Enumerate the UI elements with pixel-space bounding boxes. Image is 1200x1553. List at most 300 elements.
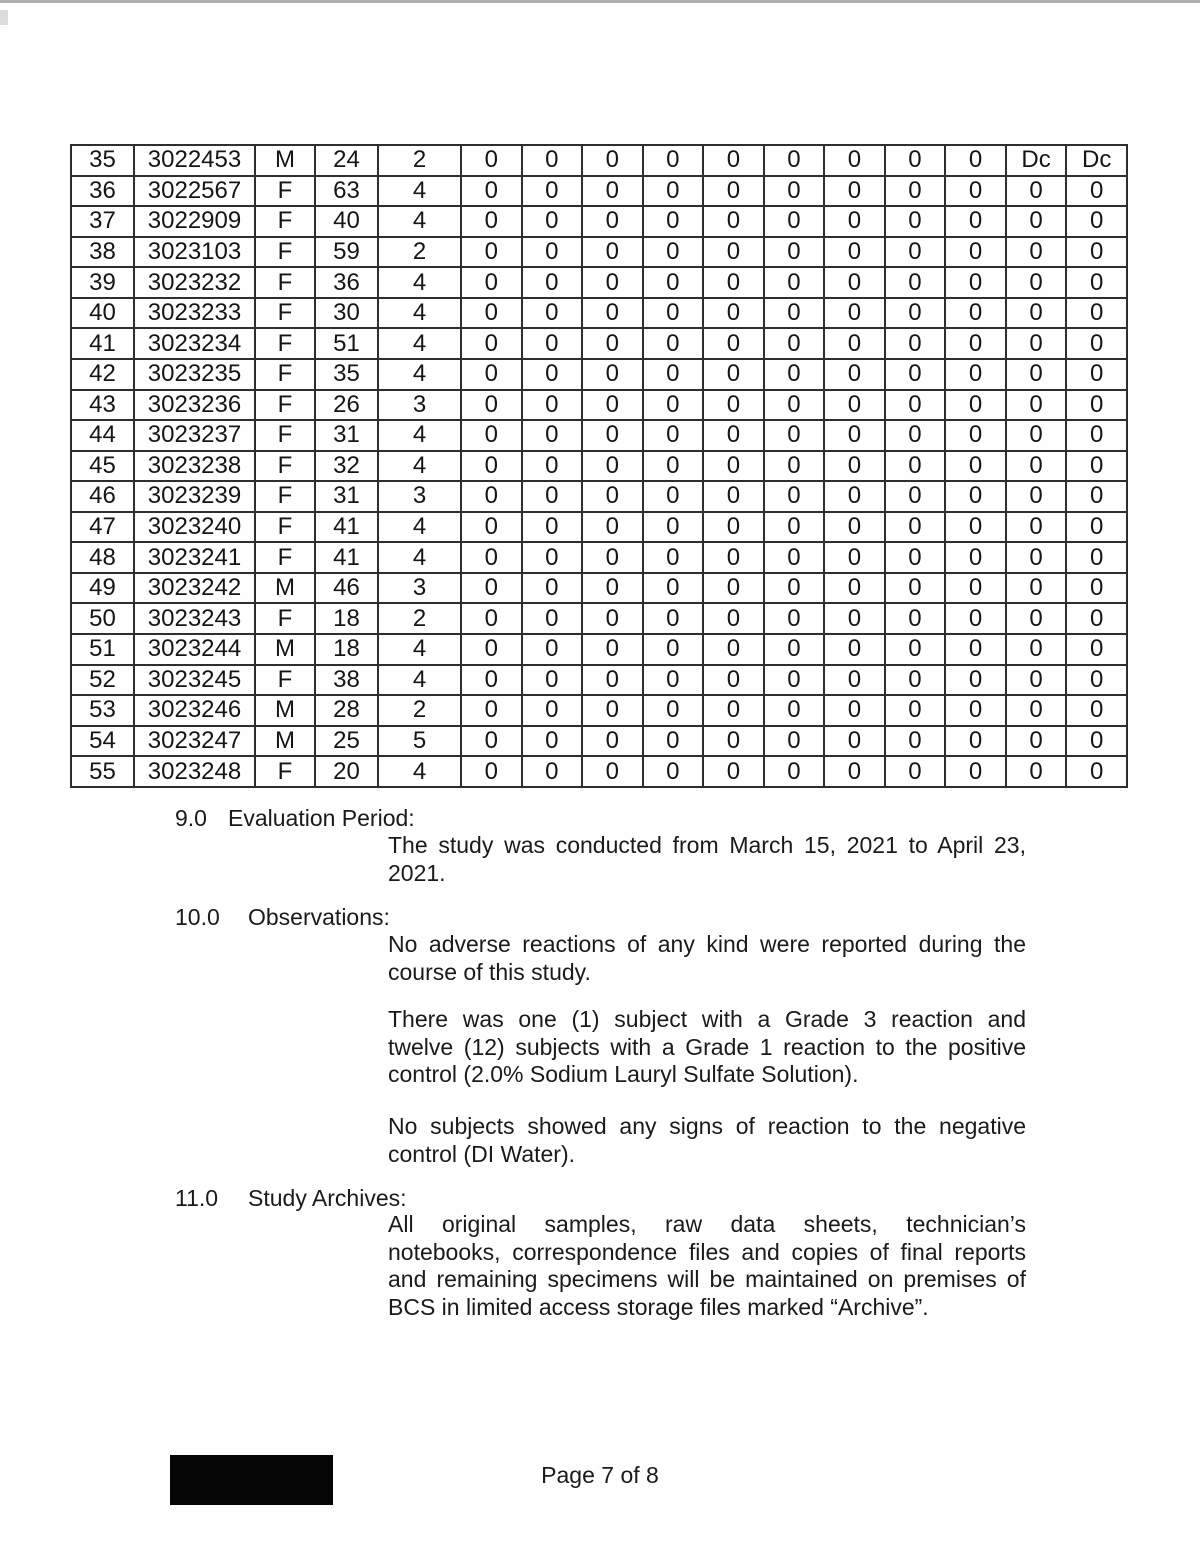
table-cell: 47 bbox=[71, 512, 134, 543]
table-cell: 30 bbox=[315, 298, 378, 329]
table-cell: 3023245 bbox=[134, 665, 255, 696]
table-cell: 0 bbox=[522, 665, 583, 696]
table-cell: 40 bbox=[315, 206, 378, 237]
table-cell: 0 bbox=[1066, 267, 1127, 298]
table-cell: 3023239 bbox=[134, 481, 255, 512]
table-cell: 0 bbox=[1066, 206, 1127, 237]
scan-artifact-top-edge bbox=[0, 0, 1200, 3]
table-cell: 2 bbox=[378, 145, 461, 176]
table-cell: 0 bbox=[945, 237, 1006, 268]
table-cell: 0 bbox=[1066, 451, 1127, 482]
table-cell: 31 bbox=[315, 420, 378, 451]
table-cell: 0 bbox=[885, 695, 946, 726]
table-cell: 0 bbox=[1006, 542, 1067, 573]
table-cell: 0 bbox=[703, 267, 764, 298]
table-cell: 0 bbox=[945, 451, 1006, 482]
table-cell: 3023238 bbox=[134, 451, 255, 482]
table-cell: 0 bbox=[764, 573, 825, 604]
table-cell: 0 bbox=[522, 298, 583, 329]
paragraph-line: control (2.0% Sodium Lauryl Sulfate Solution). bbox=[388, 1061, 859, 1087]
table-cell: 0 bbox=[764, 328, 825, 359]
paragraph-line: course of this study. bbox=[388, 958, 591, 985]
table-cell: 0 bbox=[1006, 420, 1067, 451]
table-cell: 42 bbox=[71, 359, 134, 390]
table-cell: 0 bbox=[1066, 390, 1127, 421]
section-heading bbox=[175, 1185, 407, 1212]
table-cell: 0 bbox=[1006, 390, 1067, 421]
table-cell: 26 bbox=[315, 390, 378, 421]
table-cell: 0 bbox=[764, 726, 825, 757]
table-cell: 0 bbox=[945, 726, 1006, 757]
table-cell: 3023247 bbox=[134, 726, 255, 757]
paragraph-line: There was one (1) subject with a Grade 3 reaction and bbox=[388, 1006, 1026, 1032]
paragraph-line: No adverse reactions of any kind were reported during the bbox=[388, 931, 1026, 957]
table-cell: 0 bbox=[1006, 451, 1067, 482]
table-cell: 0 bbox=[582, 481, 643, 512]
table-cell: 0 bbox=[764, 298, 825, 329]
table-row bbox=[71, 176, 1127, 207]
table-cell: Dc bbox=[1066, 145, 1127, 176]
table-cell: 0 bbox=[522, 359, 583, 390]
table-cell: 38 bbox=[315, 665, 378, 696]
section-title: Evaluation Period: bbox=[228, 805, 415, 831]
table-cell: 0 bbox=[945, 573, 1006, 604]
table-cell: 3 bbox=[378, 481, 461, 512]
table-cell: 0 bbox=[582, 634, 643, 665]
table-cell: 0 bbox=[522, 481, 583, 512]
table-cell: 0 bbox=[1066, 420, 1127, 451]
table-cell: 46 bbox=[315, 573, 378, 604]
table-cell: 0 bbox=[582, 695, 643, 726]
table-cell: F bbox=[255, 756, 315, 787]
table-cell: 3022453 bbox=[134, 145, 255, 176]
table-cell: 18 bbox=[315, 603, 378, 634]
table-cell: F bbox=[255, 176, 315, 207]
subject-results-table bbox=[70, 144, 1128, 788]
table-cell: 0 bbox=[945, 695, 1006, 726]
table-cell: 4 bbox=[378, 756, 461, 787]
table-cell: F bbox=[255, 481, 315, 512]
table-cell: 51 bbox=[315, 328, 378, 359]
table-cell: 3023240 bbox=[134, 512, 255, 543]
table-cell: M bbox=[255, 573, 315, 604]
table-cell: M bbox=[255, 634, 315, 665]
table-cell: 0 bbox=[885, 512, 946, 543]
table-cell: 0 bbox=[1066, 634, 1127, 665]
table-cell: 0 bbox=[522, 237, 583, 268]
table-cell: 0 bbox=[824, 390, 885, 421]
table-cell: 0 bbox=[461, 298, 522, 329]
table-cell: 0 bbox=[945, 542, 1006, 573]
table-cell: 0 bbox=[1006, 298, 1067, 329]
table-cell: 0 bbox=[945, 206, 1006, 237]
paragraph bbox=[388, 1006, 1026, 1089]
table-cell: 4 bbox=[378, 176, 461, 207]
table-cell: F bbox=[255, 512, 315, 543]
table-cell: 0 bbox=[764, 634, 825, 665]
table-cell: 0 bbox=[945, 328, 1006, 359]
table-cell: 0 bbox=[461, 634, 522, 665]
table-row bbox=[71, 512, 1127, 543]
table-cell: 0 bbox=[643, 359, 704, 390]
table-cell: 0 bbox=[582, 665, 643, 696]
table-cell: 35 bbox=[71, 145, 134, 176]
paragraph-line: BCS in limited access storage files marked “Archive”. bbox=[388, 1293, 929, 1320]
table-cell: 0 bbox=[764, 206, 825, 237]
table-cell: 0 bbox=[764, 420, 825, 451]
table-cell: F bbox=[255, 451, 315, 482]
section-heading bbox=[175, 805, 415, 832]
table-cell: 0 bbox=[885, 298, 946, 329]
table-row bbox=[71, 481, 1127, 512]
table-row bbox=[71, 267, 1127, 298]
table-cell: 0 bbox=[703, 420, 764, 451]
table-cell: 31 bbox=[315, 481, 378, 512]
table-cell: F bbox=[255, 328, 315, 359]
table-cell: 0 bbox=[764, 451, 825, 482]
table-cell: 4 bbox=[378, 451, 461, 482]
table-cell: 0 bbox=[522, 634, 583, 665]
table-cell: 0 bbox=[885, 176, 946, 207]
table-cell: 4 bbox=[378, 542, 461, 573]
table-cell: 0 bbox=[885, 145, 946, 176]
table-cell: 4 bbox=[378, 267, 461, 298]
table-cell: 28 bbox=[315, 695, 378, 726]
table-cell: 41 bbox=[315, 542, 378, 573]
table-cell: 0 bbox=[461, 420, 522, 451]
table-cell: 0 bbox=[885, 573, 946, 604]
table-cell: 0 bbox=[643, 481, 704, 512]
table-cell: 0 bbox=[643, 542, 704, 573]
table-cell: 0 bbox=[945, 603, 1006, 634]
table-cell: 0 bbox=[461, 726, 522, 757]
table-cell: 0 bbox=[643, 267, 704, 298]
table-cell: 0 bbox=[1006, 481, 1067, 512]
table-cell: 0 bbox=[643, 573, 704, 604]
table-cell: 0 bbox=[461, 695, 522, 726]
table-cell: 32 bbox=[315, 451, 378, 482]
table-cell: 3023235 bbox=[134, 359, 255, 390]
table-cell: 0 bbox=[764, 267, 825, 298]
table-cell: 0 bbox=[824, 176, 885, 207]
paragraph bbox=[388, 931, 1026, 986]
table-cell: 24 bbox=[315, 145, 378, 176]
table-cell: 0 bbox=[824, 634, 885, 665]
table-cell: 4 bbox=[378, 665, 461, 696]
table-cell: 0 bbox=[764, 542, 825, 573]
paragraph-line: No subjects showed any signs of reaction to the negative bbox=[388, 1113, 1026, 1139]
table-cell: 0 bbox=[1006, 206, 1067, 237]
table-cell: F bbox=[255, 603, 315, 634]
table-cell: 0 bbox=[885, 451, 946, 482]
table-cell: 0 bbox=[945, 665, 1006, 696]
table-cell: 0 bbox=[703, 512, 764, 543]
table-cell: 35 bbox=[315, 359, 378, 390]
table-cell: 0 bbox=[703, 328, 764, 359]
table-cell: 0 bbox=[703, 695, 764, 726]
table-cell: 4 bbox=[378, 512, 461, 543]
table-cell: 0 bbox=[522, 176, 583, 207]
table-cell: 0 bbox=[764, 695, 825, 726]
table-cell: 0 bbox=[1006, 603, 1067, 634]
table-cell: 0 bbox=[945, 359, 1006, 390]
table-cell: 0 bbox=[461, 176, 522, 207]
table-cell: 18 bbox=[315, 634, 378, 665]
table-cell: M bbox=[255, 726, 315, 757]
table-cell: 4 bbox=[378, 328, 461, 359]
table-cell: 0 bbox=[764, 390, 825, 421]
table-cell: 0 bbox=[522, 542, 583, 573]
table-cell: 50 bbox=[71, 603, 134, 634]
table-cell: 39 bbox=[71, 267, 134, 298]
table-cell: 0 bbox=[582, 512, 643, 543]
table-cell: 4 bbox=[378, 298, 461, 329]
table-cell: 0 bbox=[461, 603, 522, 634]
table-cell: 0 bbox=[1066, 726, 1127, 757]
table-cell: 59 bbox=[315, 237, 378, 268]
table-cell: 0 bbox=[764, 481, 825, 512]
table-cell: 0 bbox=[945, 145, 1006, 176]
table-cell: 0 bbox=[1066, 328, 1127, 359]
table-cell: 0 bbox=[1006, 634, 1067, 665]
page-footer: Page 7 of 8 bbox=[541, 1462, 659, 1488]
table-cell: 0 bbox=[643, 726, 704, 757]
table-cell: 0 bbox=[461, 512, 522, 543]
table-cell: 0 bbox=[461, 237, 522, 268]
table-cell: 0 bbox=[703, 176, 764, 207]
table-cell: M bbox=[255, 695, 315, 726]
table-cell: 0 bbox=[824, 328, 885, 359]
table-cell: 0 bbox=[461, 573, 522, 604]
table-cell: 0 bbox=[643, 298, 704, 329]
paragraph-line: All original samples, raw data sheets, technician’s bbox=[388, 1211, 1026, 1237]
table-row bbox=[71, 145, 1127, 176]
table-cell: 0 bbox=[703, 603, 764, 634]
table-cell: 0 bbox=[824, 237, 885, 268]
table-cell: 3023242 bbox=[134, 573, 255, 604]
table-cell: 3023233 bbox=[134, 298, 255, 329]
table-cell: 36 bbox=[71, 176, 134, 207]
table-cell: 0 bbox=[522, 390, 583, 421]
paragraph-line: control (DI Water). bbox=[388, 1140, 576, 1167]
table-cell: 3 bbox=[378, 573, 461, 604]
table-cell: 3023246 bbox=[134, 695, 255, 726]
table-cell: M bbox=[255, 145, 315, 176]
table-cell: 0 bbox=[885, 390, 946, 421]
table-cell: 0 bbox=[703, 756, 764, 787]
table-cell: 0 bbox=[764, 512, 825, 543]
table-cell: 0 bbox=[643, 634, 704, 665]
table-cell: 0 bbox=[582, 603, 643, 634]
table-cell: 0 bbox=[945, 420, 1006, 451]
table-cell: 0 bbox=[643, 145, 704, 176]
table-cell: 0 bbox=[945, 481, 1006, 512]
table-cell: 48 bbox=[71, 542, 134, 573]
table-cell: 0 bbox=[824, 206, 885, 237]
table-cell: 55 bbox=[71, 756, 134, 787]
table-cell: 2 bbox=[378, 695, 461, 726]
table-row bbox=[71, 665, 1127, 696]
table-cell: 0 bbox=[461, 145, 522, 176]
table-cell: 0 bbox=[824, 298, 885, 329]
table-cell: 0 bbox=[582, 267, 643, 298]
table-row bbox=[71, 695, 1127, 726]
table-cell: 0 bbox=[461, 328, 522, 359]
table-cell: 0 bbox=[582, 145, 643, 176]
table-cell: 0 bbox=[1066, 665, 1127, 696]
table-cell: 0 bbox=[1066, 695, 1127, 726]
table-cell: 5 bbox=[378, 726, 461, 757]
table-cell: 0 bbox=[1066, 573, 1127, 604]
table-cell: 0 bbox=[885, 481, 946, 512]
table-cell: F bbox=[255, 267, 315, 298]
table-cell: 63 bbox=[315, 176, 378, 207]
table-cell: 0 bbox=[824, 451, 885, 482]
table-cell: 0 bbox=[703, 542, 764, 573]
table-cell: 0 bbox=[461, 481, 522, 512]
table-cell: 0 bbox=[945, 634, 1006, 665]
table-cell: 0 bbox=[703, 237, 764, 268]
table-cell: 0 bbox=[582, 573, 643, 604]
table-cell: 0 bbox=[643, 420, 704, 451]
table-cell: 0 bbox=[703, 298, 764, 329]
table-cell: 0 bbox=[582, 298, 643, 329]
table-cell: 0 bbox=[885, 665, 946, 696]
table-cell: 0 bbox=[885, 603, 946, 634]
table-cell: 0 bbox=[1066, 298, 1127, 329]
table-cell: 51 bbox=[71, 634, 134, 665]
table-cell: F bbox=[255, 206, 315, 237]
table-cell: 0 bbox=[885, 420, 946, 451]
table-cell: 0 bbox=[1066, 542, 1127, 573]
table-cell: 37 bbox=[71, 206, 134, 237]
table-cell: 0 bbox=[824, 359, 885, 390]
table-cell: 0 bbox=[461, 359, 522, 390]
table-row bbox=[71, 542, 1127, 573]
table-cell: 0 bbox=[1066, 481, 1127, 512]
table-cell: 0 bbox=[703, 206, 764, 237]
table-cell: 0 bbox=[522, 145, 583, 176]
table-cell: 3023244 bbox=[134, 634, 255, 665]
table-cell: 0 bbox=[522, 573, 583, 604]
table-cell: 0 bbox=[1066, 512, 1127, 543]
section-number: 11.0 bbox=[175, 1185, 219, 1211]
table-cell: 0 bbox=[703, 726, 764, 757]
table-cell: 3022909 bbox=[134, 206, 255, 237]
table-cell: 0 bbox=[522, 603, 583, 634]
table-cell: 0 bbox=[703, 481, 764, 512]
table-cell: 0 bbox=[1006, 726, 1067, 757]
table-cell: 0 bbox=[885, 359, 946, 390]
table-cell: 0 bbox=[824, 695, 885, 726]
table-cell: 0 bbox=[582, 390, 643, 421]
table-cell: 0 bbox=[703, 573, 764, 604]
table-cell: 0 bbox=[461, 390, 522, 421]
table-cell: 3023243 bbox=[134, 603, 255, 634]
table-cell: F bbox=[255, 390, 315, 421]
table-cell: F bbox=[255, 298, 315, 329]
table-cell: 0 bbox=[643, 756, 704, 787]
table-cell: 0 bbox=[824, 603, 885, 634]
table-cell: 0 bbox=[582, 451, 643, 482]
table-cell: 41 bbox=[71, 328, 134, 359]
table-cell: 0 bbox=[1006, 176, 1067, 207]
table-cell: 0 bbox=[582, 328, 643, 359]
table-cell: 0 bbox=[1066, 359, 1127, 390]
paragraph-line: and remaining specimens will be maintained on premises of bbox=[388, 1266, 1026, 1292]
table-cell: 0 bbox=[1066, 756, 1127, 787]
table-cell: 4 bbox=[378, 420, 461, 451]
paragraph bbox=[388, 1113, 1026, 1168]
paragraph bbox=[388, 832, 1026, 887]
table-cell: F bbox=[255, 665, 315, 696]
table-cell: 0 bbox=[764, 665, 825, 696]
table-cell: 0 bbox=[824, 756, 885, 787]
table-cell: F bbox=[255, 237, 315, 268]
table-cell: 0 bbox=[522, 451, 583, 482]
table-row bbox=[71, 726, 1127, 757]
table-row bbox=[71, 451, 1127, 482]
table-cell: 0 bbox=[703, 359, 764, 390]
table-cell: 0 bbox=[522, 420, 583, 451]
table-cell: 3022567 bbox=[134, 176, 255, 207]
table-cell: 0 bbox=[643, 390, 704, 421]
table-cell: 3023248 bbox=[134, 756, 255, 787]
table-cell: 0 bbox=[824, 481, 885, 512]
table-cell: 0 bbox=[885, 756, 946, 787]
table-cell: 0 bbox=[1006, 756, 1067, 787]
table-cell: 3 bbox=[378, 390, 461, 421]
paragraph-line: 2021. bbox=[388, 859, 446, 886]
table-cell: 0 bbox=[885, 328, 946, 359]
table-cell: 0 bbox=[643, 695, 704, 726]
paragraph-line: twelve (12) subjects with a Grade 1 reaction to the positive bbox=[388, 1033, 1026, 1060]
table-cell: 0 bbox=[1006, 328, 1067, 359]
table-cell: F bbox=[255, 359, 315, 390]
table-cell: 0 bbox=[643, 176, 704, 207]
table-cell: Dc bbox=[1006, 145, 1067, 176]
table-cell: 0 bbox=[461, 756, 522, 787]
table-cell: 0 bbox=[824, 542, 885, 573]
table-cell: 0 bbox=[582, 237, 643, 268]
table-cell: 0 bbox=[522, 756, 583, 787]
table-cell: 54 bbox=[71, 726, 134, 757]
table-cell: 3023237 bbox=[134, 420, 255, 451]
table-cell: 40 bbox=[71, 298, 134, 329]
table-cell: 0 bbox=[643, 237, 704, 268]
table-cell: 0 bbox=[703, 390, 764, 421]
table-cell: 3023241 bbox=[134, 542, 255, 573]
table-cell: 0 bbox=[824, 145, 885, 176]
table-cell: F bbox=[255, 542, 315, 573]
table-cell: 0 bbox=[885, 634, 946, 665]
table-cell: 0 bbox=[885, 542, 946, 573]
section-number: 9.0 bbox=[175, 805, 207, 831]
table-row bbox=[71, 359, 1127, 390]
table-cell: 0 bbox=[461, 542, 522, 573]
table-cell: 0 bbox=[643, 665, 704, 696]
table-cell: 0 bbox=[885, 726, 946, 757]
section-heading bbox=[175, 904, 390, 931]
table-cell: 0 bbox=[764, 359, 825, 390]
table-cell: 0 bbox=[1066, 176, 1127, 207]
paragraph-line: The study was conducted from March 15, 2021 to April 23, bbox=[388, 832, 1026, 858]
table-cell: 0 bbox=[582, 726, 643, 757]
table-cell: 20 bbox=[315, 756, 378, 787]
table-cell: 0 bbox=[461, 206, 522, 237]
section-title: Study Archives: bbox=[248, 1185, 407, 1211]
table-row bbox=[71, 573, 1127, 604]
